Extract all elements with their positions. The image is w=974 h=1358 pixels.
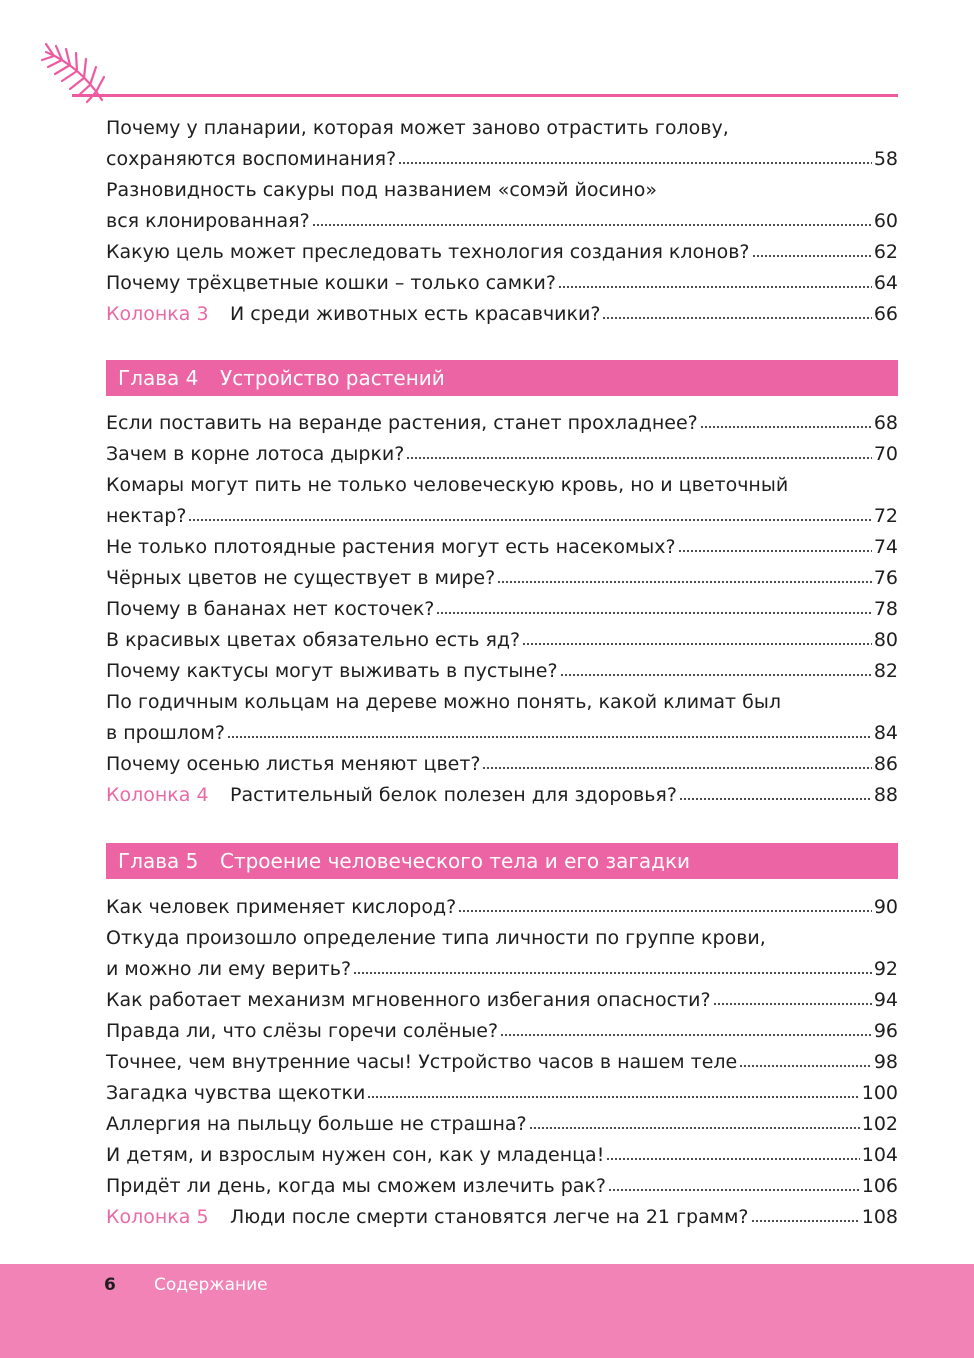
toc-page-number: 76 xyxy=(873,567,898,589)
column-title: Люди после смерти становятся легче на 21 грамм? xyxy=(230,1206,749,1228)
leader-dots xyxy=(436,611,871,615)
toc-entry-text: вся клонированная? xyxy=(106,210,310,232)
toc-page-number: 64 xyxy=(873,272,898,294)
toc-entry-text: В красивых цветах обязательно есть яд? xyxy=(106,629,521,651)
toc-entry-text: Точнее, чем внутренние часы! Устройство часов в нашем теле xyxy=(106,1051,738,1073)
toc-entry[interactable] xyxy=(106,237,898,268)
toc-entry[interactable] xyxy=(106,113,898,175)
toc-entry[interactable] xyxy=(106,625,898,656)
toc-column-entry[interactable] xyxy=(106,1202,898,1233)
leader-dots xyxy=(560,673,872,677)
leader-dots xyxy=(500,1033,872,1037)
leader-dots xyxy=(602,316,871,320)
leader-dots xyxy=(227,735,872,739)
toc-entry[interactable] xyxy=(106,470,898,532)
toc-entry[interactable] xyxy=(106,749,898,780)
chapter-label: Глава 4 xyxy=(118,366,199,390)
toc-page-number: 88 xyxy=(873,784,898,806)
column-title: И среди животных есть красавчики? xyxy=(230,303,601,325)
toc-entry-text: Придёт ли день, когда мы сможем излечить рак? xyxy=(106,1175,606,1197)
toc-entry[interactable] xyxy=(106,1047,898,1078)
footer-band xyxy=(0,1264,974,1358)
toc-entry[interactable] xyxy=(106,985,898,1016)
toc-page-number: 96 xyxy=(873,1020,898,1042)
leader-dots xyxy=(700,425,872,429)
toc-entry[interactable] xyxy=(106,408,898,439)
toc-entry[interactable] xyxy=(106,439,898,470)
column-label: Колонка 3 xyxy=(106,303,209,325)
toc-page-number: 62 xyxy=(873,241,898,263)
toc-entry[interactable] xyxy=(106,1171,898,1202)
toc-entry[interactable] xyxy=(106,175,898,237)
toc-entry-text: нектар? xyxy=(106,505,187,527)
toc-entry-text: Как работает механизм мгновенного избегания опасности? xyxy=(106,989,711,1011)
toc-entry-text: Не только плотоядные растения могут есть насекомых? xyxy=(106,536,676,558)
leader-dots xyxy=(751,1219,860,1223)
toc-entry[interactable] xyxy=(106,1078,898,1109)
toc-page-number: 72 xyxy=(873,505,898,527)
toc-entry-text: Какую цель может преследовать технология создания клонов? xyxy=(106,241,750,263)
toc-page-number: 102 xyxy=(861,1113,898,1135)
toc-page-number: 86 xyxy=(873,753,898,775)
column-title: Растительный белок полезен для здоровья? xyxy=(230,784,677,806)
toc-entry-text: Разновидность сакуры под названием «сомэй йосино» xyxy=(106,179,657,201)
toc-entry[interactable] xyxy=(106,268,898,299)
leader-dots xyxy=(458,909,872,913)
leader-dots xyxy=(752,254,872,258)
chapter-title: Устройство растений xyxy=(220,366,445,390)
toc-page-number: 84 xyxy=(873,722,898,744)
toc-page-number: 80 xyxy=(873,629,898,651)
toc-section-chapter4 xyxy=(106,408,898,811)
toc-entry-text: Почему трёхцветные кошки – только самки? xyxy=(106,272,556,294)
leader-dots xyxy=(482,766,871,770)
toc-column-entry[interactable] xyxy=(106,780,898,811)
toc-page-number: 108 xyxy=(861,1206,898,1228)
toc-entry-text: По годичным кольцам на дереве можно понять, какой климат был xyxy=(106,691,781,713)
toc-entry-text: и можно ли ему верить? xyxy=(106,958,352,980)
toc-entry-text: Откуда произошло определение типа личности по группе крови, xyxy=(106,927,766,949)
column-label: Колонка 5 xyxy=(106,1206,209,1228)
toc-entry[interactable] xyxy=(106,1140,898,1171)
leader-dots xyxy=(739,1064,872,1068)
leader-dots xyxy=(678,549,872,553)
leader-dots xyxy=(679,797,872,801)
leader-dots xyxy=(353,971,872,975)
toc-entry-text: в прошлом? xyxy=(106,722,225,744)
toc-page-number: 82 xyxy=(873,660,898,682)
toc-page-number: 68 xyxy=(873,412,898,434)
leader-dots xyxy=(529,1126,860,1130)
toc-entry-text: Почему осенью листья меняют цвет? xyxy=(106,753,481,775)
toc-entry-text: Если поставить на веранде растения, станет прохладнее? xyxy=(106,412,698,434)
toc-entry-text: Чёрных цветов не существует в мире? xyxy=(106,567,496,589)
toc-entry-text: Загадка чувства щекотки xyxy=(106,1082,366,1104)
toc-entry-text: Комары могут пить не только человеческую кровь, но и цветочный xyxy=(106,474,789,496)
toc-section-chapter5 xyxy=(106,892,898,1233)
leader-dots xyxy=(608,1188,860,1192)
toc-entry[interactable] xyxy=(106,594,898,625)
chapter-title: Строение человеческого тела и его загадки xyxy=(220,849,691,873)
toc-page-number: 106 xyxy=(861,1175,898,1197)
toc-section-top xyxy=(106,113,898,330)
leader-dots xyxy=(406,456,871,460)
toc-entry[interactable] xyxy=(106,532,898,563)
leader-dots xyxy=(558,285,872,289)
toc-page-number: 66 xyxy=(873,303,898,325)
toc-page-number: 78 xyxy=(873,598,898,620)
footer-page-number: 6 xyxy=(104,1275,116,1295)
leader-dots xyxy=(497,580,872,584)
toc-entry-text: Почему у планарии, которая может заново отрастить голову, xyxy=(106,117,729,139)
leader-dots xyxy=(713,1002,872,1006)
toc-page-number: 92 xyxy=(873,958,898,980)
leader-dots xyxy=(188,518,871,522)
toc-entry-text: Почему кактусы могут выживать в пустыне? xyxy=(106,660,558,682)
toc-page-number: 74 xyxy=(873,536,898,558)
toc-entry[interactable] xyxy=(106,687,898,749)
toc-page-number: 60 xyxy=(873,210,898,232)
toc-entry[interactable] xyxy=(106,1016,898,1047)
toc-page-number: 94 xyxy=(873,989,898,1011)
toc-entry-text: Правда ли, что слёзы горечи солёные? xyxy=(106,1020,499,1042)
header-rule xyxy=(72,94,898,97)
chapter-label: Глава 5 xyxy=(118,849,199,873)
toc-page-number: 100 xyxy=(861,1082,898,1104)
toc-entry-text: Зачем в корне лотоса дырки? xyxy=(106,443,405,465)
toc-entry[interactable] xyxy=(106,563,898,594)
toc-entry-text: Почему в бананах нет косточек? xyxy=(106,598,435,620)
chapter-heading[interactable] xyxy=(106,843,898,879)
leader-dots xyxy=(606,1157,859,1161)
leader-dots xyxy=(522,642,872,646)
toc-page-number: 58 xyxy=(873,148,898,170)
leader-dots xyxy=(367,1095,859,1099)
toc-entry-text: Аллергия на пыльцу больше не страшна? xyxy=(106,1113,527,1135)
toc-entry-text: Как человек применяет кислород? xyxy=(106,896,457,918)
footer-section-title: Содержание xyxy=(154,1275,268,1295)
toc-page-number: 104 xyxy=(861,1144,898,1166)
fern-leaf-icon xyxy=(40,40,120,108)
chapter-heading[interactable] xyxy=(106,360,898,396)
leader-dots xyxy=(398,161,872,165)
toc-entry[interactable] xyxy=(106,923,898,985)
toc-entry[interactable] xyxy=(106,1109,898,1140)
toc-entry[interactable] xyxy=(106,892,898,923)
leader-dots xyxy=(312,223,872,227)
toc-entry[interactable] xyxy=(106,656,898,687)
toc-column-entry[interactable] xyxy=(106,299,898,330)
toc-entry-text: сохраняются воспоминания? xyxy=(106,148,397,170)
toc-page-number: 70 xyxy=(873,443,898,465)
toc-entry-text: И детям, и взрослым нужен сон, как у младенца! xyxy=(106,1144,605,1166)
toc-page-number: 98 xyxy=(873,1051,898,1073)
toc-page-number: 90 xyxy=(873,896,898,918)
column-label: Колонка 4 xyxy=(106,784,209,806)
